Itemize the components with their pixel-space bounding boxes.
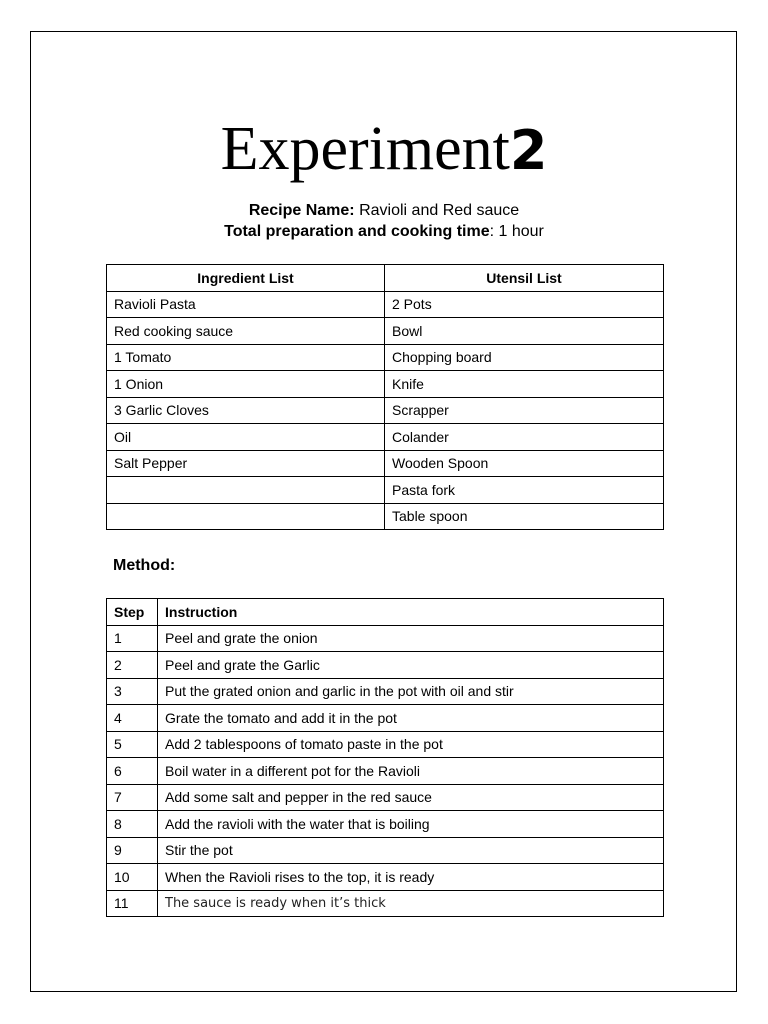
step-number-cell: 3 <box>107 678 158 705</box>
table-row <box>107 291 664 318</box>
table-row <box>107 784 664 811</box>
utensil-list-header: Utensil List <box>385 265 664 292</box>
ingredient-cell: 1 Onion <box>107 371 385 398</box>
instruction-column-header: Instruction <box>158 599 664 626</box>
step-number-cell: 11 <box>107 890 158 917</box>
table-row <box>107 371 664 398</box>
ingredient-cell <box>107 477 385 504</box>
instruction-cell: When the Ravioli rises to the top, it is ready <box>158 864 664 891</box>
method-heading: Method: <box>113 557 176 574</box>
title-text: Experiment <box>220 115 510 183</box>
ingredient-cell: 3 Garlic Cloves <box>107 397 385 424</box>
recipe-time-value: : 1 hour <box>489 223 544 240</box>
table-row <box>107 890 664 917</box>
step-column-header: Step <box>107 599 158 626</box>
instruction-cell: Add the ravioli with the water that is boiling <box>158 811 664 838</box>
step-number-cell: 7 <box>107 784 158 811</box>
utensil-cell: Pasta fork <box>385 477 664 504</box>
utensil-cell: Colander <box>385 424 664 451</box>
ingredient-cell <box>107 503 385 530</box>
step-number-cell: 4 <box>107 705 158 732</box>
instruction-cell: Grate the tomato and add it in the pot <box>158 705 664 732</box>
instruction-cell: Put the grated onion and garlic in the pot with oil and stir <box>158 678 664 705</box>
recipe-name-value: Ravioli and Red sauce <box>354 202 520 219</box>
instruction-cell: Boil water in a different pot for the Ravioli <box>158 758 664 785</box>
table-row <box>107 477 664 504</box>
utensil-cell: Chopping board <box>385 344 664 371</box>
table-row <box>107 678 664 705</box>
table-row <box>107 731 664 758</box>
step-number-cell: 5 <box>107 731 158 758</box>
step-number-cell: 2 <box>107 652 158 679</box>
method-steps-table <box>106 598 664 917</box>
table-row <box>107 705 664 732</box>
utensil-cell: Wooden Spoon <box>385 450 664 477</box>
table-header-row <box>107 265 664 292</box>
step-number-cell: 6 <box>107 758 158 785</box>
instruction-cell: Add some salt and pepper in the red sauce <box>158 784 664 811</box>
instruction-cell: Add 2 tablespoons of tomato paste in the pot <box>158 731 664 758</box>
table-row <box>107 758 664 785</box>
step-number-cell: 1 <box>107 625 158 652</box>
recipe-time-label: Total preparation and cooking time <box>224 223 490 240</box>
ingredient-cell: Oil <box>107 424 385 451</box>
ingredient-cell: Salt Pepper <box>107 450 385 477</box>
table-row <box>107 811 664 838</box>
table-header-row <box>107 599 664 626</box>
table-row <box>107 318 664 345</box>
utensil-cell: Bowl <box>385 318 664 345</box>
table-row <box>107 503 664 530</box>
instruction-cell: Peel and grate the onion <box>158 625 664 652</box>
recipe-name-line <box>0 202 768 220</box>
ingredient-list-header: Ingredient List <box>107 265 385 292</box>
utensil-cell: Scrapper <box>385 397 664 424</box>
page-title <box>0 113 768 187</box>
recipe-name-label: Recipe Name: <box>248 202 355 219</box>
utensil-cell: 2 Pots <box>385 291 664 318</box>
table-row <box>107 837 664 864</box>
instruction-cell: Stir the pot <box>158 837 664 864</box>
table-row <box>107 397 664 424</box>
table-row <box>107 424 664 451</box>
table-row <box>107 344 664 371</box>
utensil-cell: Knife <box>385 371 664 398</box>
table-row <box>107 652 664 679</box>
recipe-time-line <box>0 223 768 241</box>
step-number-cell: 9 <box>107 837 158 864</box>
step-number-cell: 8 <box>107 811 158 838</box>
step-number-cell: 10 <box>107 864 158 891</box>
ingredient-cell: 1 Tomato <box>107 344 385 371</box>
instruction-cell: The sauce is ready when it’s thick <box>158 890 664 917</box>
utensil-cell: Table spoon <box>385 503 664 530</box>
ingredient-utensil-table <box>106 264 664 530</box>
ingredient-cell: Red cooking sauce <box>107 318 385 345</box>
table-row <box>107 625 664 652</box>
table-row <box>107 864 664 891</box>
instruction-cell: Peel and grate the Garlic <box>158 652 664 679</box>
table-row <box>107 450 664 477</box>
ingredient-cell: Ravioli Pasta <box>107 291 385 318</box>
title-number: 2 <box>509 119 548 182</box>
